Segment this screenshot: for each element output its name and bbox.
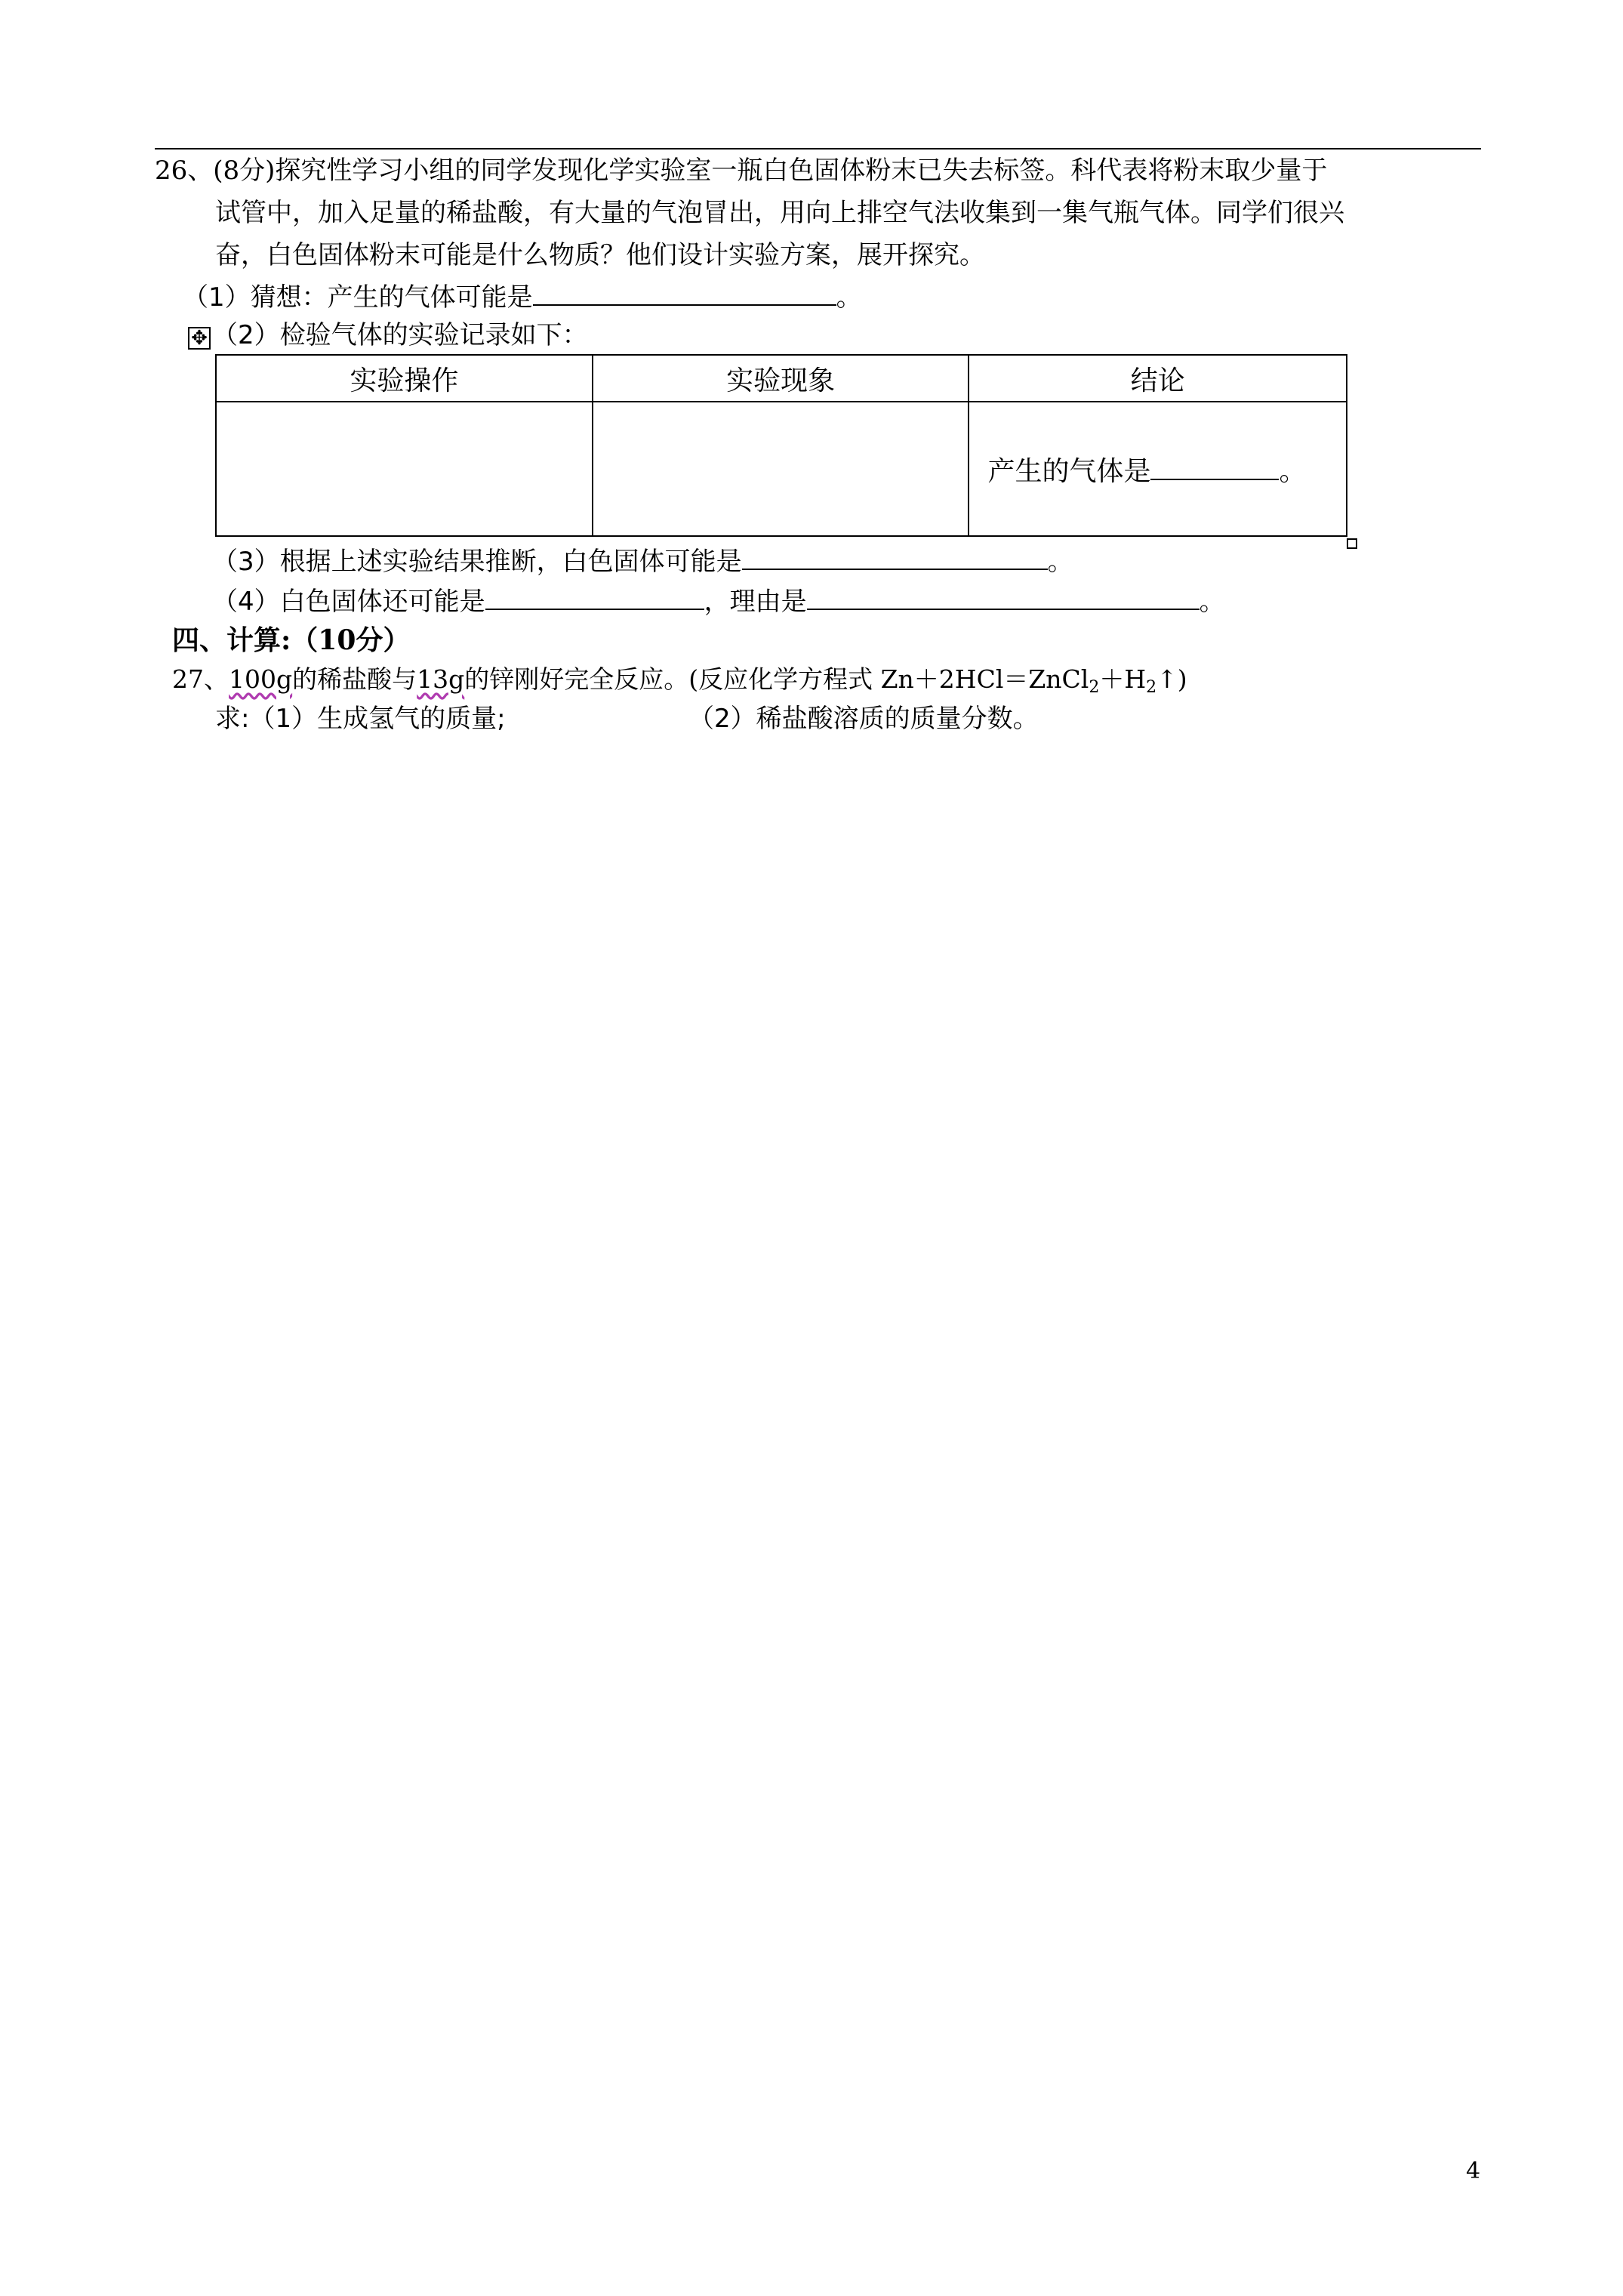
conclusion-blank[interactable]	[1150, 456, 1279, 480]
q27-acid-mass: 100g	[229, 664, 293, 694]
q26-sub3-blank[interactable]	[742, 546, 1048, 570]
q26-line-2: 试管中，加入足量的稀盐酸，有大量的气泡冒出，用向上排空气法收集到一集气瓶气体。同学们很兴	[215, 198, 1344, 228]
table-row	[216, 402, 1347, 536]
q27-zinc-mass: 13g	[417, 664, 465, 694]
conclusion-end: 。	[1279, 455, 1307, 487]
q26-sub3-text: （3）根据上述实验结果推断，白色固体可能是	[212, 547, 742, 577]
q26-sub1-end: 。	[836, 282, 862, 313]
q27-ask-1: 求:（1）生成氢气的质量;	[215, 704, 506, 734]
move-cross-icon[interactable]: ✥	[188, 327, 211, 350]
q27-ask-2: （2）稀盐酸溶质的质量分数。	[688, 704, 1039, 734]
q26-sub4-text: （4）白色固体还可能是	[212, 587, 485, 617]
cell-conclusion	[969, 402, 1347, 536]
header-phenomenon: 实验现象	[593, 355, 969, 402]
header-rule	[155, 148, 1481, 149]
q27-text-c: ＋H	[1099, 664, 1147, 694]
cell-phenomenon[interactable]	[593, 402, 969, 536]
q27-subscript-zncl2: 2	[1089, 678, 1100, 697]
q27-subscript-h2: 2	[1146, 678, 1157, 697]
q26-sub4-mid: ，理由是	[704, 587, 807, 617]
experiment-table	[215, 354, 1347, 537]
q27-text-a: 的稀盐酸与	[292, 664, 417, 694]
q26-sub4-end: 。	[1199, 587, 1225, 617]
q26-sub1	[183, 281, 862, 314]
q26-sub3-end: 。	[1047, 547, 1073, 577]
q26-sub2: （2）检验气体的实验记录如下：	[212, 320, 588, 350]
cell-operation[interactable]	[216, 402, 593, 536]
table-header-row	[216, 355, 1347, 402]
q26-line-1: 26、(8分)探究性学习小组的同学发现化学实验室一瓶白色固体粉末已失去标签。科代表将粉末取少量于	[155, 156, 1328, 186]
header-conclusion: 结论	[969, 355, 1347, 402]
header-operation: 实验操作	[216, 355, 593, 402]
q27-text-b: 的锌刚好完全反应。(反应化学方程式 Zn＋2HCl＝ZnCl	[464, 664, 1089, 694]
q27-number: 27、	[172, 664, 229, 694]
q26-sub3	[212, 545, 1073, 578]
section-4-title: 四、计算:（10分）	[172, 624, 411, 656]
q26-sub1-text: （1）猜想：产生的气体可能是	[183, 282, 533, 313]
q26-sub4	[212, 585, 1225, 618]
q27-text-d: ↑)	[1156, 664, 1187, 694]
table-resize-handle[interactable]	[1347, 538, 1357, 549]
q26-sub4-blank-2[interactable]	[807, 586, 1200, 610]
q27-line-1	[172, 663, 1187, 704]
page-number: 4	[1466, 2158, 1481, 2184]
q26-sub1-blank[interactable]	[533, 282, 836, 306]
q26-sub4-blank-1[interactable]	[485, 586, 704, 610]
q26-line-3: 奋，白色固体粉末可能是什么物质？他们设计实验方案，展开探究。	[215, 240, 985, 270]
conclusion-text: 产生的气体是	[987, 455, 1151, 487]
